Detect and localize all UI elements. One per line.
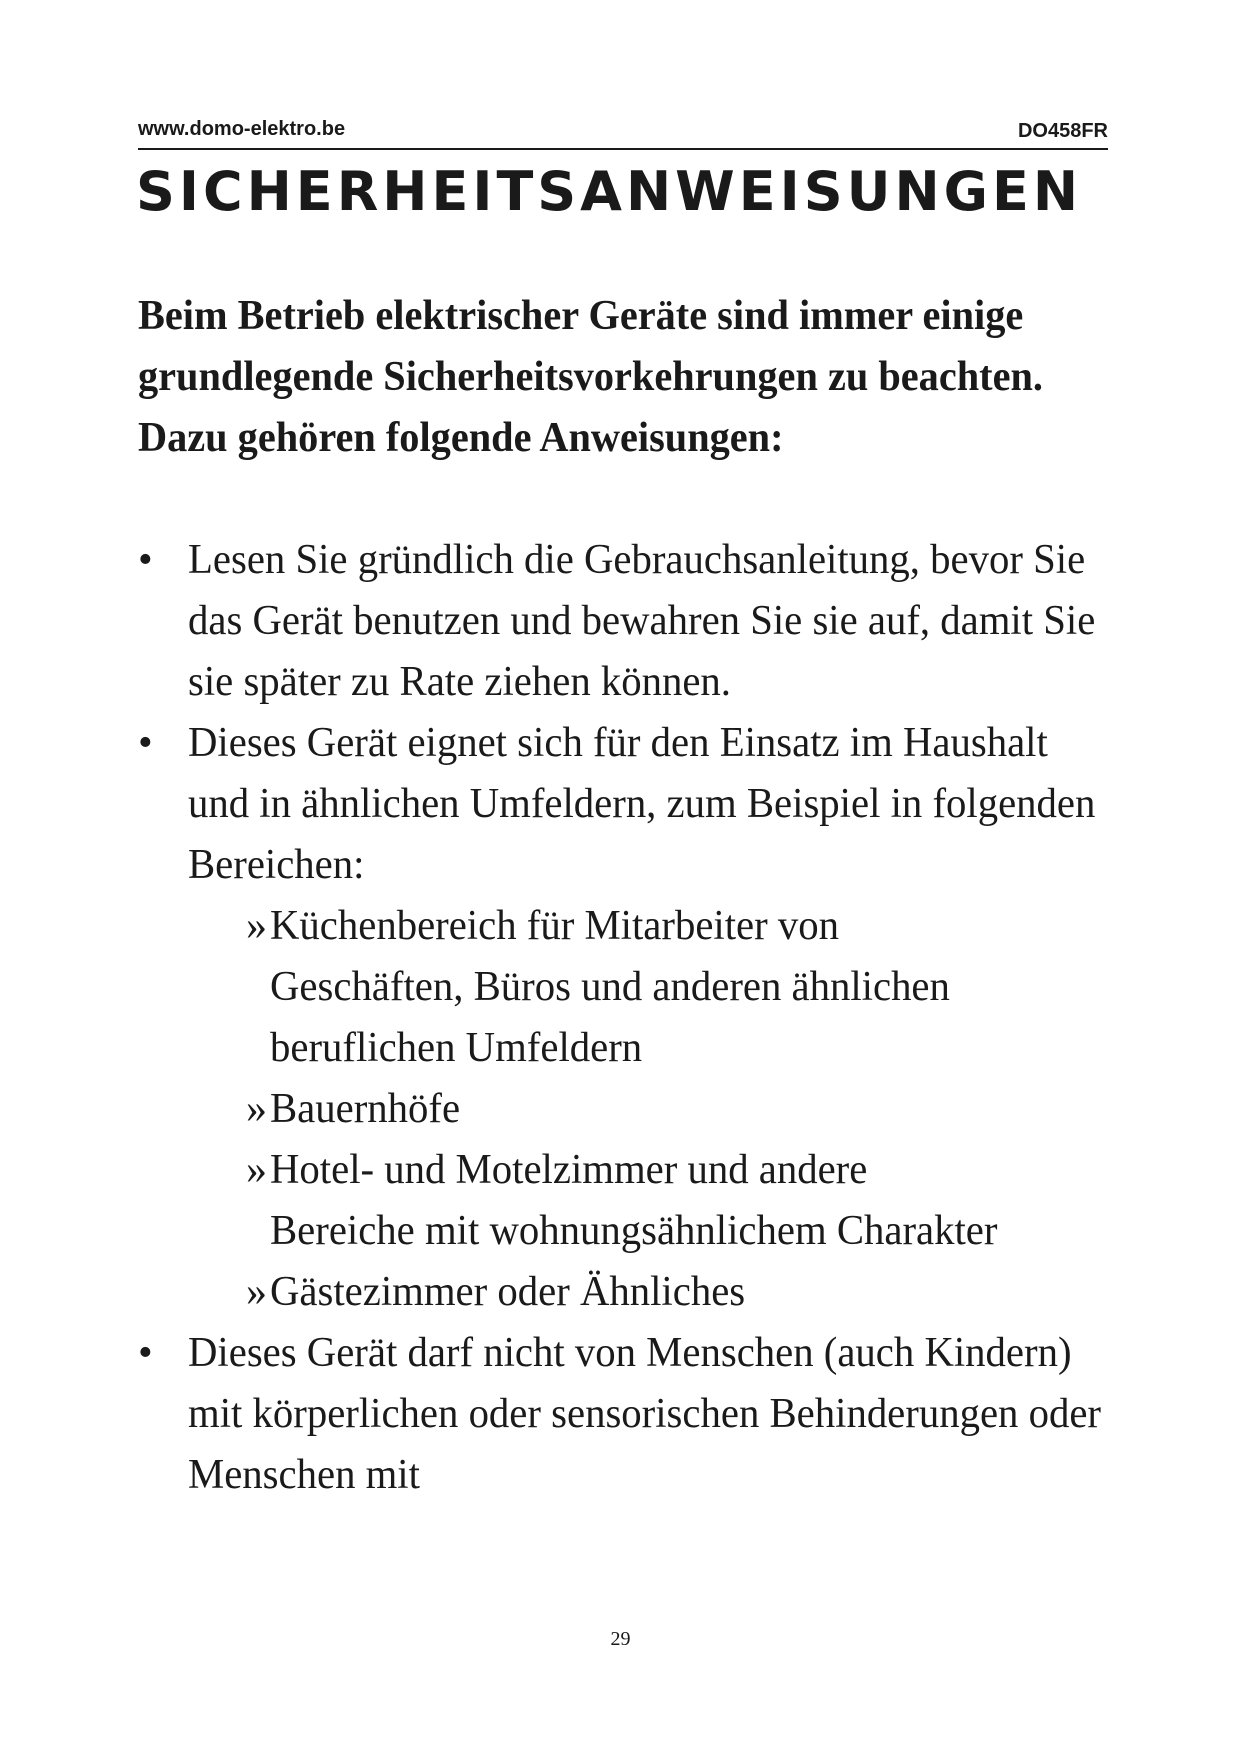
sublist-container: [138, 896, 1138, 1323]
bullet-marker: •: [138, 537, 153, 583]
website-url: www.domo-elektro.be: [138, 118, 346, 140]
list-item: [138, 1323, 1138, 1506]
sublist-item: [138, 896, 1030, 1079]
bullet-marker: •: [138, 720, 153, 766]
sublist-item-text: Hotel- und Motelzimmer und andere Bereiche mit wohnungsähnlichem Charakter: [270, 1147, 998, 1254]
list-item-text: Dieses Gerät darf nicht von Menschen (auch Kindern) mit körperlichen oder sensorischen Behinderungen oder Menschen mit: [188, 1330, 1101, 1498]
intro-paragraph: Beim Betrieb elektrischer Geräte sind immer einige grundlegende Sicherheitsvorkehrungen zu beachten. Dazu gehören folgende Anweisungen:: [138, 293, 1043, 461]
list-item: [138, 530, 1138, 713]
model-number: DO458FR: [1017, 120, 1108, 142]
list-item-text: Dieses Gerät eignet sich für den Einsatz im Haushalt und in ähnlichen Umfeldern, zum Beispiel in folgenden Bereichen:: [188, 720, 1096, 888]
list-item-text: Lesen Sie gründlich die Gebrauchsanleitung, bevor Sie das Gerät benutzen und bewahren Sie sie auf, damit Sie sie später zu Rate ziehen können.: [188, 537, 1096, 705]
bullet-marker: •: [138, 1330, 153, 1376]
usage-areas-list: [138, 896, 1138, 1323]
sub-marker: »: [246, 1086, 267, 1132]
sub-marker: »: [246, 1269, 267, 1315]
page-number: 29: [610, 1628, 631, 1650]
sublist-item: [138, 1079, 1030, 1140]
sublist-item: [138, 1140, 1030, 1262]
sublist-item-text: Bauernhöfe: [270, 1086, 461, 1132]
list-item: [138, 713, 1138, 896]
sublist-item: [138, 1262, 1030, 1323]
sub-marker: »: [246, 903, 267, 949]
sub-marker: »: [246, 1147, 267, 1193]
page-header: [138, 118, 1108, 146]
sublist-item-text: Küchenbereich für Mitarbeiter von Geschäften, Büros und anderen ähnlichen beruflichen Umfeldern: [270, 903, 950, 1071]
sublist-item-text: Gästezimmer oder Ähnliches: [270, 1269, 746, 1315]
header-divider: [138, 148, 1108, 150]
page-title: SICHERHEITSANWEISUNGEN: [136, 160, 1083, 223]
safety-instructions-list: [138, 530, 1138, 1506]
